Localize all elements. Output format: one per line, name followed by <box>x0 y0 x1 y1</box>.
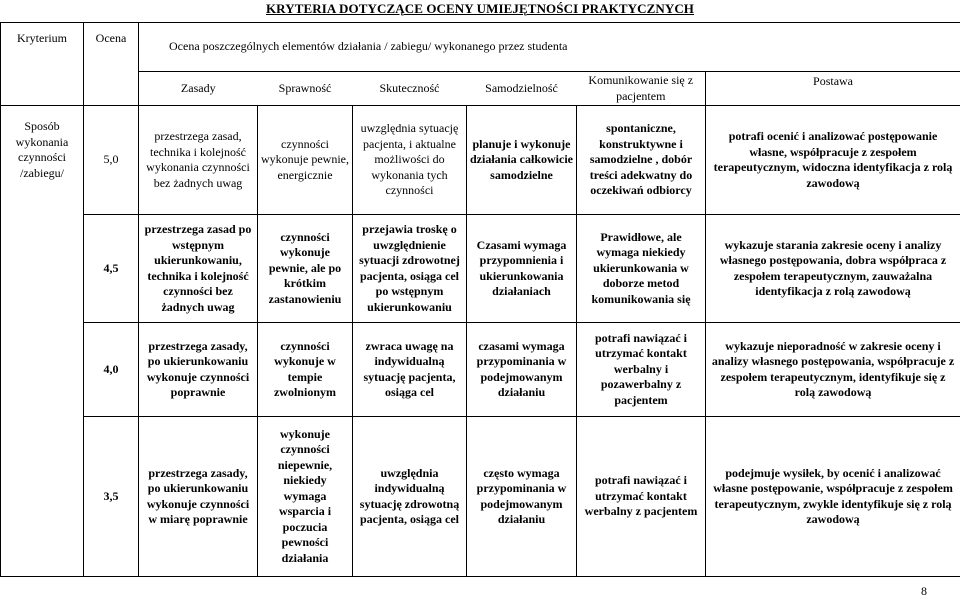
cell-komunikowanie: Prawidłowe, ale wymaga niekiedy ukierunkowania w doborze metod komunikowania się <box>577 215 706 323</box>
header-subtitle: Ocena poszczególnych elementów działania / zabiegu/ wykonanego przez studenta <box>139 23 960 72</box>
grade-value: 4,0 <box>84 323 139 417</box>
cell-skutecznosc: przejawia troskę o uwzględnienie sytuacji zdrowotnej pacjenta, osiąga cel po wstępnym ukierunkowaniu <box>353 215 467 323</box>
criterion-label: Sposób wykonania czynności /zabiegu/ <box>1 106 84 577</box>
criteria-table <box>0 22 960 577</box>
cell-zasady: przestrzega zasad, technika i kolejność wykonania czynności bez żadnych uwag <box>139 106 258 215</box>
cell-zasady: przestrzega zasady, po ukierunkowaniu wykonuje czynności w miarę poprawnie <box>139 417 258 577</box>
header-row-2 <box>1 72 960 106</box>
header-samodzielnosc: Samodzielność <box>467 72 577 106</box>
header-postawa: Postawa <box>706 72 960 106</box>
cell-samodzielnosc: Czasami wymaga przypomnienia i ukierunkowania działaniach <box>467 215 577 323</box>
cell-sprawnosc: czynności wykonuje w tempie zwolnionym <box>258 323 353 417</box>
cell-samodzielnosc: planuje i wykonuje działania całkowicie samodzielne <box>467 106 577 215</box>
header-zasady: Zasady <box>139 72 258 106</box>
cell-skutecznosc: uwzględnia indywidualną sytuację zdrowotną pacjenta, osiąga cel <box>353 417 467 577</box>
cell-samodzielnosc: często wymaga przypominania w podejmowanym działaniu <box>467 417 577 577</box>
header-skutecznosc: Skuteczność <box>353 72 467 106</box>
grade-row <box>1 417 960 577</box>
grade-row <box>1 215 960 323</box>
header-kryterium: Kryterium <box>1 23 84 106</box>
page-number: 8 <box>921 584 927 598</box>
page-title: KRYTERIA DOTYCZĄCE OCENY UMIEJĘTNOŚCI PRAKTYCZNYCH <box>265 1 695 16</box>
cell-samodzielnosc: czasami wymaga przypominania w podejmowanym działaniu <box>467 323 577 417</box>
cell-postawa: potrafi ocenić i analizować postępowanie własne, współpracuje z zespołem terapeutycznym, widoczna identyfikacja z rolą zawodową <box>706 106 960 215</box>
grade-value: 4,5 <box>84 215 139 323</box>
header-komunikowanie: Komunikowanie się z pacjentem <box>577 72 706 106</box>
header-sprawnosc: Sprawność <box>258 72 353 106</box>
cell-zasady: przestrzega zasad po wstępnym ukierunkowaniu, technika i kolejność czynności bez żadnych uwag <box>139 215 258 323</box>
cell-sprawnosc: czynności wykonuje pewnie, energicznie <box>258 106 353 215</box>
cell-postawa: wykazuje starania zakresie oceny i analizy własnego postępowania, dobra współpraca z zespołem terapeutycznym, zauważalna identyfikacja z rolą zawodową <box>706 215 960 323</box>
cell-komunikowanie: potrafi nawiązać i utrzymać kontakt werbalny i pozawerbalny z pacjentem <box>577 323 706 417</box>
cell-skutecznosc: uwzględnia sytuację pacjenta, i aktualne możliwości do wykonania tych czynności <box>353 106 467 215</box>
cell-komunikowanie: spontaniczne, konstruktywne i samodzielne , dobór treści adekwatny do oczekiwań odbiorcy <box>577 106 706 215</box>
cell-skutecznosc: zwraca uwagę na indywidualną sytuację pacjenta, osiąga cel <box>353 323 467 417</box>
grade-value: 3,5 <box>84 417 139 577</box>
grade-value: 5,0 <box>84 106 139 215</box>
header-ocena: Ocena <box>84 23 139 106</box>
cell-zasady: przestrzega zasady, po ukierunkowaniu wykonuje czynności poprawnie <box>139 323 258 417</box>
cell-postawa: wykazuje nieporadność w zakresie oceny i analizy własnego postępowania, współpracuje z zespołem terapeutycznym, identyfikuje się z rolą zawodową <box>706 323 960 417</box>
cell-sprawnosc: wykonuje czynności niepewnie, niekiedy wymaga wsparcia i poczucia pewności działania <box>258 417 353 577</box>
cell-sprawnosc: czynności wykonuje pewnie, ale po krótkim zastanowieniu <box>258 215 353 323</box>
grade-row <box>1 323 960 417</box>
header-row-1 <box>1 23 960 72</box>
cell-komunikowanie: potrafi nawiązać i utrzymać kontakt werbalny z pacjentem <box>577 417 706 577</box>
grade-row <box>1 106 960 215</box>
cell-postawa: podejmuje wysiłek, by ocenić i analizować własne postępowanie, współpracuje z zespołem terapeutycznym, zwykle identyfikuje się z rolą zawodową <box>706 417 960 577</box>
